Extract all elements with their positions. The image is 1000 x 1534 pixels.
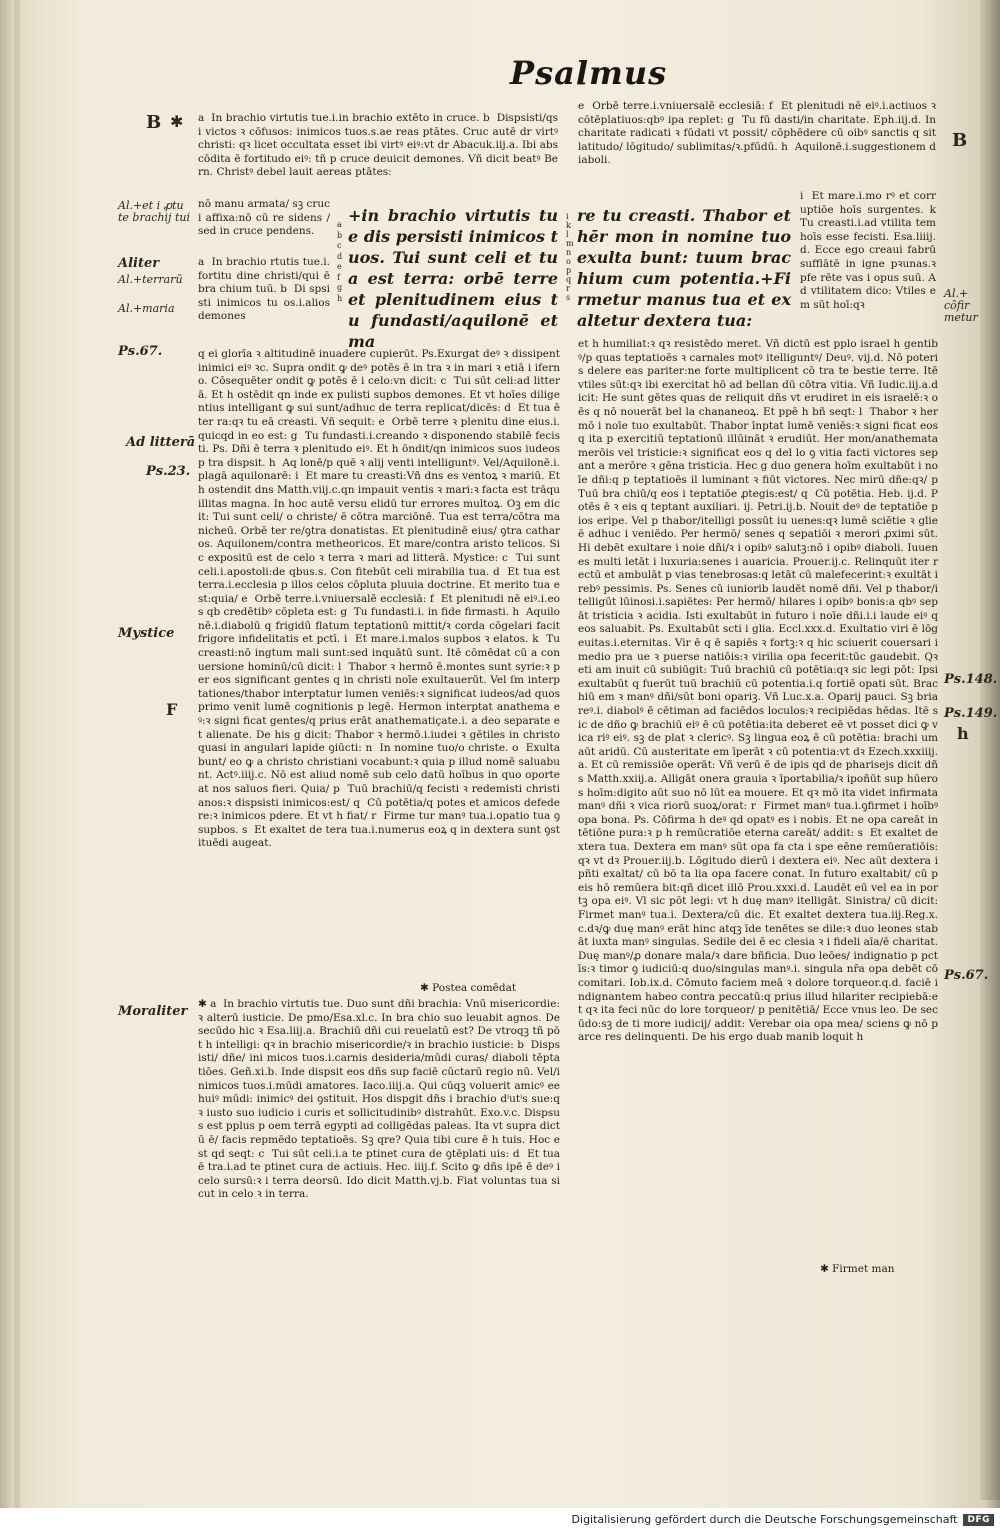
verse-letters-right: i k l m n o p q r s xyxy=(566,212,574,302)
commentary-postea: ✱ Postea comēdat xyxy=(420,982,517,994)
margin-note-confirmetur: Al.+ cōfir metur xyxy=(944,287,978,324)
margin-letter-b-right: B xyxy=(952,130,968,151)
binding-edge xyxy=(0,0,14,1534)
margin-note-variant-1: Al.+et i ꝓtu te brachij tui xyxy=(118,199,190,224)
margin-letter-f: F xyxy=(166,700,178,719)
asterisk-icon: ✱ xyxy=(198,998,211,1010)
margin-letter-b: B xyxy=(146,112,162,133)
asterisk-icon: ✱ xyxy=(820,1263,833,1275)
gloss-column-1-brachio: a In brachio rtutis tue.i.fortitu dine christi/qui ē bra chium tuū. b Di spsisti inimicos tu os.i.alios demones xyxy=(198,256,334,323)
gloss-column-2-top: e Orbē terre.i.vniuersalē ecclesiā: f Et plenitudi nē eiꝰ.i.actiuos ꝛ cōtēplatiuos:qbꝰ ipa replet: g Tu fū dasti/in charitate. Eph.iij.d. In charitate radicati ꝛ fūdati vt possit/ cōphēdere cū oibꝰ sanctis q sit latitudo/ lōgitudo/ sublimitas/ꝛ.pfūdū. h Aquilonē.i.suggestionem diaboli. xyxy=(578,100,940,167)
gloss-column-1-side: nō manu armata/ sꝫ cruci affixa:nō cū re sidens / sed in cruce pendens. xyxy=(198,198,334,238)
margin-letter-h: h xyxy=(957,724,969,743)
commentary-column-1: q ei glorīa ꝛ altitudinē inuadere cupierūt. Ps.Exurgat deꝰ ꝛ dissipent inimici eiꝰ ꝛc. Supra ondit ꝙ deꝰ potēs ē in tra ꝛ in mari ꝛ etiā i iferno. Cōsequēter ondit ꝙ potēs ē i celo:vn dicit: c Tui sūt celi:ad litterā. Et h ostēdit qn inde ex pulisti supbos demones. Et vt hoīes diligentius intelligant ꝙ sui sunt/adhuc de terra replicat/dicēs: d Et tua ē ter ra:qꝛ tu eā creasti. Vñ sequit: e Orbē terre ꝛ plenitu dine eius.i.quicqd in eo est: g Tu fundasti.i.creando ꝛ disponendo stabilē fecisti. Ps. Dñi ē terra ꝛ plenitudo eiꝰ. Et h ōndit/qn inimicos suos iudeos p tra dispsit. h Aq lonē/p quē ꝛ alij venti intelliguntꝰ. Vel/Aquilonē.i.plagā aquilonarē: i Et mare tu creasti:Vñ dns es ventoꝝ ꝛ mariū. Et h ostendit dns Matth.viij.c.qn impauit ventis ꝛ mari:ꝛ facta est trāquillitas magna. In hoc autē versu elidū tur errores multoꝝ. Oꝫ em dicit: Tui sunt celi/ o christe/ ē cōtra marciōnē. Tua est terra/cōtra manicheū. Orbē ter re/ꝯtra donatistas. Et plenitudinē eius/ ꝯtra catharos. Aquilonem/contra metheoricos. Et mare/contra aristo telicos. Sic expositū est de celo ꝛ terra ꝛ mari ad litterā. Mystice: c Tui sunt celi.i.apostoli:de qbus.s. Con fitebūt celi mirabilia tua. d Et tua est terra.i.ecclesia p illos celos cōpluta pluuia doctrine. Et merito tua est:quia/ e Orbē terre.i.vniuersalē ecclesiā: f Et plenitudi nē eiꝰ.i.eos qb credētibꝰ cōpleta est: g Tu fundasti.i. in fide firmasti. h Aquilonē.i.diabolū q frigidū flatum teptationū mittit/ꝛ corda cōgelari facit frigore infidelitatis et pctī. i Et mare.i.malos supbos ꝛ elatos. k Tu creasti:nō ingtum mali sunt:sed inquātū sunt. Itē cōmēdat cū a conuersione hominū/cū dicit: l Thabor ꝛ hermō ē.montes sunt syrie:ꝛ per eos significant gentes q in christi noīe exultauerūt. Vel ſm interptationes/thabor interptatur lumen veniēs:ꝛ significat iudeos/ad quos primo venit lumē cognitionis p legē. Hermon interptat anathema eꝰ:ꝛ signi ficat gentes/q prius erāt anathematiçate.i. a deo separate et alienate. De his g dicit: Thabor ꝛ hermō.i.iudei ꝛ gētiles in christo quasi in angulari lapide ꝯiūcti: n In nomine tuo/o christe. o Exultabunt/ eo ꝙ a christo christiani vocabunt:ꝛ quia p illud nomē saluabunt. Actꝰ.iiij.c. Nō est aliud nomē sub celo datū hoībus in quo oporteat nos saluos fieri. Quia/ p Tuū brachiū/q fecisti ꝛ redemisti christi anos:ꝛ dispsisti inimicos:est/ q Cū potētia/q potes et amicos defedere:ꝛ inimicos pdere. Et vt h fiat/ r Firme tur manꝰ tua.i.opatio tua ꝯ supbos. s Et exaltet de tera tua.i.numerus eoꝝ q in dextera sunt ꝯstituēdi augeat. xyxy=(198,348,564,850)
verse-letters-left: a b c d e f g h xyxy=(337,220,343,303)
margin-note-terrarum: Al.+terrarū xyxy=(118,273,183,286)
credit-text: Digitalisierung gefördert durch die Deutsche Forschungsgemeinschaft xyxy=(571,1513,958,1526)
gloss-column-1-top: a In brachio virtutis tue.i.in brachio extēto in cruce. b Dispsisti/qsi victos ꝛ cōfusos: inimicos tuos.s.ae reas ptātes. Cruc autē dr virtꝰ christi: qꝛ licet occultata esset ibi virtꝰ eiꝰ:vt dr Abacuk.iij.a. Ibi abscōdita ē fortitudo eiꝰ: tñ p cruce deuicit demones. Vñ dicit beatꝰ Bern. Christꝰ debel lauit aereas ptātes: xyxy=(198,112,562,179)
asterisk-icon: ✱ xyxy=(420,982,433,994)
margin-note-moraliter: Moraliter xyxy=(118,1004,188,1019)
margin-note-mystice: Mystice xyxy=(118,626,175,641)
margin-note-maria: Al.+maria xyxy=(118,302,175,315)
commentary-column-2: et h humiliat:ꝛ qꝛ resistēdo meret. Vñ dictū est pplo israel h gentibꝰ/p quas teptatioēs ꝛ carnales motꝰ itelliguntꝰ/ Deuꝰ. vij.d. Nō poteris delere eas pariter:ne forte multiplicent cō tra te bestie terre. Itē vtiles sūt:qꝛ ibi exercitat hō ad bellan dū cōtra vitia. Vñ Iudic.iij.a.dicit: He sunt gētes quas de reliquit dñs vt erudiret in eis israelē:ꝛ oēs q nō nouerāt bel la chananeoꝝ. Et ppē h bñ seqt: l Thabor ꝛ hermō i noīe tuo exultabūt. Thabor īnptat lumē veniēs:ꝛ signi ficat eos q ita p exercitiū teptationū illūināt ꝛ erudiūt. Her mon/anathemata merōis vel tristicie:ꝛ significat eos q del lo ꝯ vitia facti victores sepant a merōre ꝛ gēna tristicia. Hec g duo genera hoīm exultabūt i noīe dñi:q p teptatioēs il luminant ꝛ fiūt victores. Nec mirū dñe:qꝛ/ p Tuū bra chiū/q eos i teptatiōe ꝓtegis:est/ q Cū potētia. Heb. ij.d. Potēs ē ꝛ eis q teptant auxiliari. ij. Petri.ij.b. Nouit deꝰ de teptatiōe pios eripe. Vel p thabor/itelligi possūt iu uenes:qꝛ lumē sciētie ꝛ glie ē adhuc i veniēdo. Per hermō/ senes q sepatiōi ꝛ merori ꝓximi sūt. Hi debēt exultare i noie dñi/ꝛ i opibꝰ salutꝫ:nō i opibꝰ diaboli. Iuuenes multi letāt i luxuria:senes i auaricia. Prouer.ij.c. Relinquūt iter rectū et ambulāt p vias tenebrosas:q letāt cū malefecerint:ꝛ exultāt i rebꝰ pessimis. Ps. Senes cū iuniorib laudēt nomē dñi. Vel p thabor/itelligūt lūinosi.i.sapiētes: Per hermō/ hilares i opibꝰ bonis:a qbꝰ sepāt tristicia ꝛ acidia. Isti exultabūt in futuro i noīe dñi.i.i laude eiꝰ q eos saluabit. Ps. Exultabūt scti i glia. Eccl.xxx.d. Exultatio viri ē lōgeuitas.i.eternitas. Vir ē q ē sapiēs ꝛ fortꝫ:ꝛ q hic sciuerit couersari i medio pra ue ꝛ puerse natiōis:ꝛ virilia opa fecerit:tūc gaudebit. Qꝛ eti am inuit cū subiūgit: Tuū brachiū cū potētia:qꝛ sic legi pōt: Ipsi exultabūt q fuerūt tuū brachiū cū potentia.i.q fortiē opati sūt. Brachiū em ꝛ manꝰ dñi/sūt boni opariꝫ. Vñ Luc.x.a. Oparij pauci. Sꝫ briareꝰ.i. diabolꝰ ē cētiman ad faciēdos loculos:ꝛ recipiēdas hēdas. Itē sic de dño ꝙ brachiū eiꝰ ē cū potētia:ita deberet eē vt posset dici ꝙ vica riꝰ eiꝰ. sꝫ de plat ꝛ clericꝰ. Sꝫ lingua eoꝝ ē cū potētia: brachi um aūt aridū. Cū austeritate em īperāt ꝛ cū potentia:vt dꝛ Ezech.xxxiiij.a. Et cū remissiōe operāt: Vñ verū ē de ipis qd de pharisejs dicit dñs Matth.xxiij.a. Alligāt onera grauia ꝛ īportabilia/ꝛ ipoñūt sup hūeros hoīm:digito aūt suo nō lūt ea mouere. Et qꝛ mō ita videt infirmata manꝰ dñi ꝛ vica riorū suoꝝ/orat: r Firmet manꝰ tua.i.ꝯfirmet i hoībꝰ opa bona. Ps. Cōfirma h deꝰ qd opatꝰ es i nobis. Et ne opa careāt intētiōne pura:ꝛ p h remūcratiōe eterna careāt/ addit: s Et exaltet dextera tua. Dextera em manꝰ sūt opa fa cta i spe eēne remūeratiōis:qꝛ vt dꝛ Prouer.iij.b. Lōgitudo dierū i dextera eiꝰ. Nec aūt dextera i pñti exaltat/ cū bō ta lia opa facere conat. In futuro exaltabit/ cū p eis hō remūera bit:qñ dicet illō Prou.xxxi.d. Laudēt eū vel ea in portꝫ opa eiꝰ. Vl sic pōt legi: vt h duę manꝰ itelligāt. Sinistra/ cū dicit: Firmet manꝰ tua.i. Dextera/cū dic. Et exaltet dextera tua.iij.Reg.x.c.dꝛ/ꝙ duę manꝰ erāt hinc atqꝫ īde tenētes se dile:ꝛ duo leones stabāt iuxta manꝰ singulas. Sedile dei ē ec clesia ꝛ i fideli aīa/ē charitat. Duę manꝰ/ꝓ donare mala/ꝛ dare bñficia. Duo leōes/ indignatio p pctīs:ꝛ timor ꝯ iudiciū:q duo/singulas manꝰ.i. singula nr̄a opa debēt cōcomitari. Iob.ix.d. Cōmuto faciem meā ꝛ dolore torqueor.q.d. faciē indignantem habeo contra peccatū:q prius illud hilariter recipiebā:et qꝛ ita feci nūc do lore torqueor/ p penitētiā/ Ecce vnus leo. De secūdo:sꝫ de ti more iudicij/ addit: Verebar oia opa mea/ sciens ꝙ nō parce res delinquenti. De his ergo duab manib loquit h xyxy=(578,338,945,1044)
margin-note-ps67: Ps.67. xyxy=(118,344,163,359)
asterisk-icon: ✱ xyxy=(170,112,184,131)
dfg-logo: DFG xyxy=(963,1514,994,1526)
margin-note-ad-litteram: Ad litterā xyxy=(126,435,196,450)
psalm-verse-right: re tu creasti. Thabor et hēr mon in nomine tuo exulta bunt: tuum brachium cum potentia.+Firmetur manus tua et exaltetur dextera tua: xyxy=(577,206,797,330)
psalm-verse-left: +in brachio virtutis tue dis persisti inimicos tuos. Tui sunt celi et tua est terra: orbē terre et plenitudinem eius tu fundasti/aquilonē et ma xyxy=(348,206,564,351)
page-fold-shadow xyxy=(14,0,20,1534)
page-edge-right xyxy=(980,0,1000,1500)
margin-note-ps149: Ps.149. xyxy=(944,706,998,721)
margin-note-aliter: Aliter xyxy=(118,256,160,271)
commentary-column-1-moraliter: ✱ a In brachio virtutis tue. Duo sunt dñi brachia: Vnū misericordie:ꝛ alterū iusticie. De pmo/Esa.xl.c. In bra chio suo leuabit agnos. De secūdo hic ꝛ Esa.liij.a. Brachiū dñi cui reuelatū est? De vtroqꝫ tñ pōt h intelligi: qꝛ in brachio misericordie/ꝛ in brachio iusticie: b Dispsisti/ dñe/ ini micos tuos.i.carnis desideria/mūdi curas/ diaboli tēpta tiōes. Geñ.xi.b. Inde dispsit eos dñs sup faciē cūctarū regio nū. Vel/inimicos tuos.i.mūdi amatores. Iaco.iiij.a. Qui cūqꝫ voluerit amicꝰ ee huiꝰ mūdi: inimicꝰ dei ꝯstituit. Hos dispgit dñs i brachio dⁱutⁱs sue:qꝛ iusto suo iudicio i curis et sollicitudinibꝰ distrahūt. Exo.v.c. Dispsus est pplus p oem terrā egypti ad colligēdas paleas. Ita vt supra dictū ē/ facis repmēdo teptatioēs. Sꝫ qre? Quia tibi cure ē h tuis. Hoc est qd seqt: c Tui sūt celi.i.a te ptinet cura de ꝯtēplati uis: d Et tua ē tra.i.ad te ptinet cura de actiuis. Hec. iiij.f. Scito ꝙ dñs ipē ē deꝰ i celo sursū:ꝛ i terra deorsū. Ido dicit Matth.vj.b. Fiat voluntas tua sicut in celo ꝛ in terra. xyxy=(198,998,564,1201)
commentary-column-2-catchword: ✱ Firmet man xyxy=(820,1263,895,1275)
margin-note-ps23: Ps.23. xyxy=(146,464,191,479)
margin-note-ps148: Ps.148. xyxy=(944,672,998,687)
margin-note-ps67-right: Ps.67. xyxy=(944,968,989,983)
gloss-column-2-side: i Et mare.i.mo rꝰ et corruptiōe hoīs surgentes. k Tu creasti.i.ad vtilita tem hoīs esse fecisti. Esa.liiij.d. Ecce ego creaui fabrū sufflātē in igne pꝛunas.ꝛ pfe rēte vas i opus suū. Ad vtilitatem dico: Vtiles em sūt hoī:qꝛ xyxy=(800,190,943,311)
digitization-credit xyxy=(572,1513,994,1526)
running-title: Psalmus xyxy=(510,54,668,92)
